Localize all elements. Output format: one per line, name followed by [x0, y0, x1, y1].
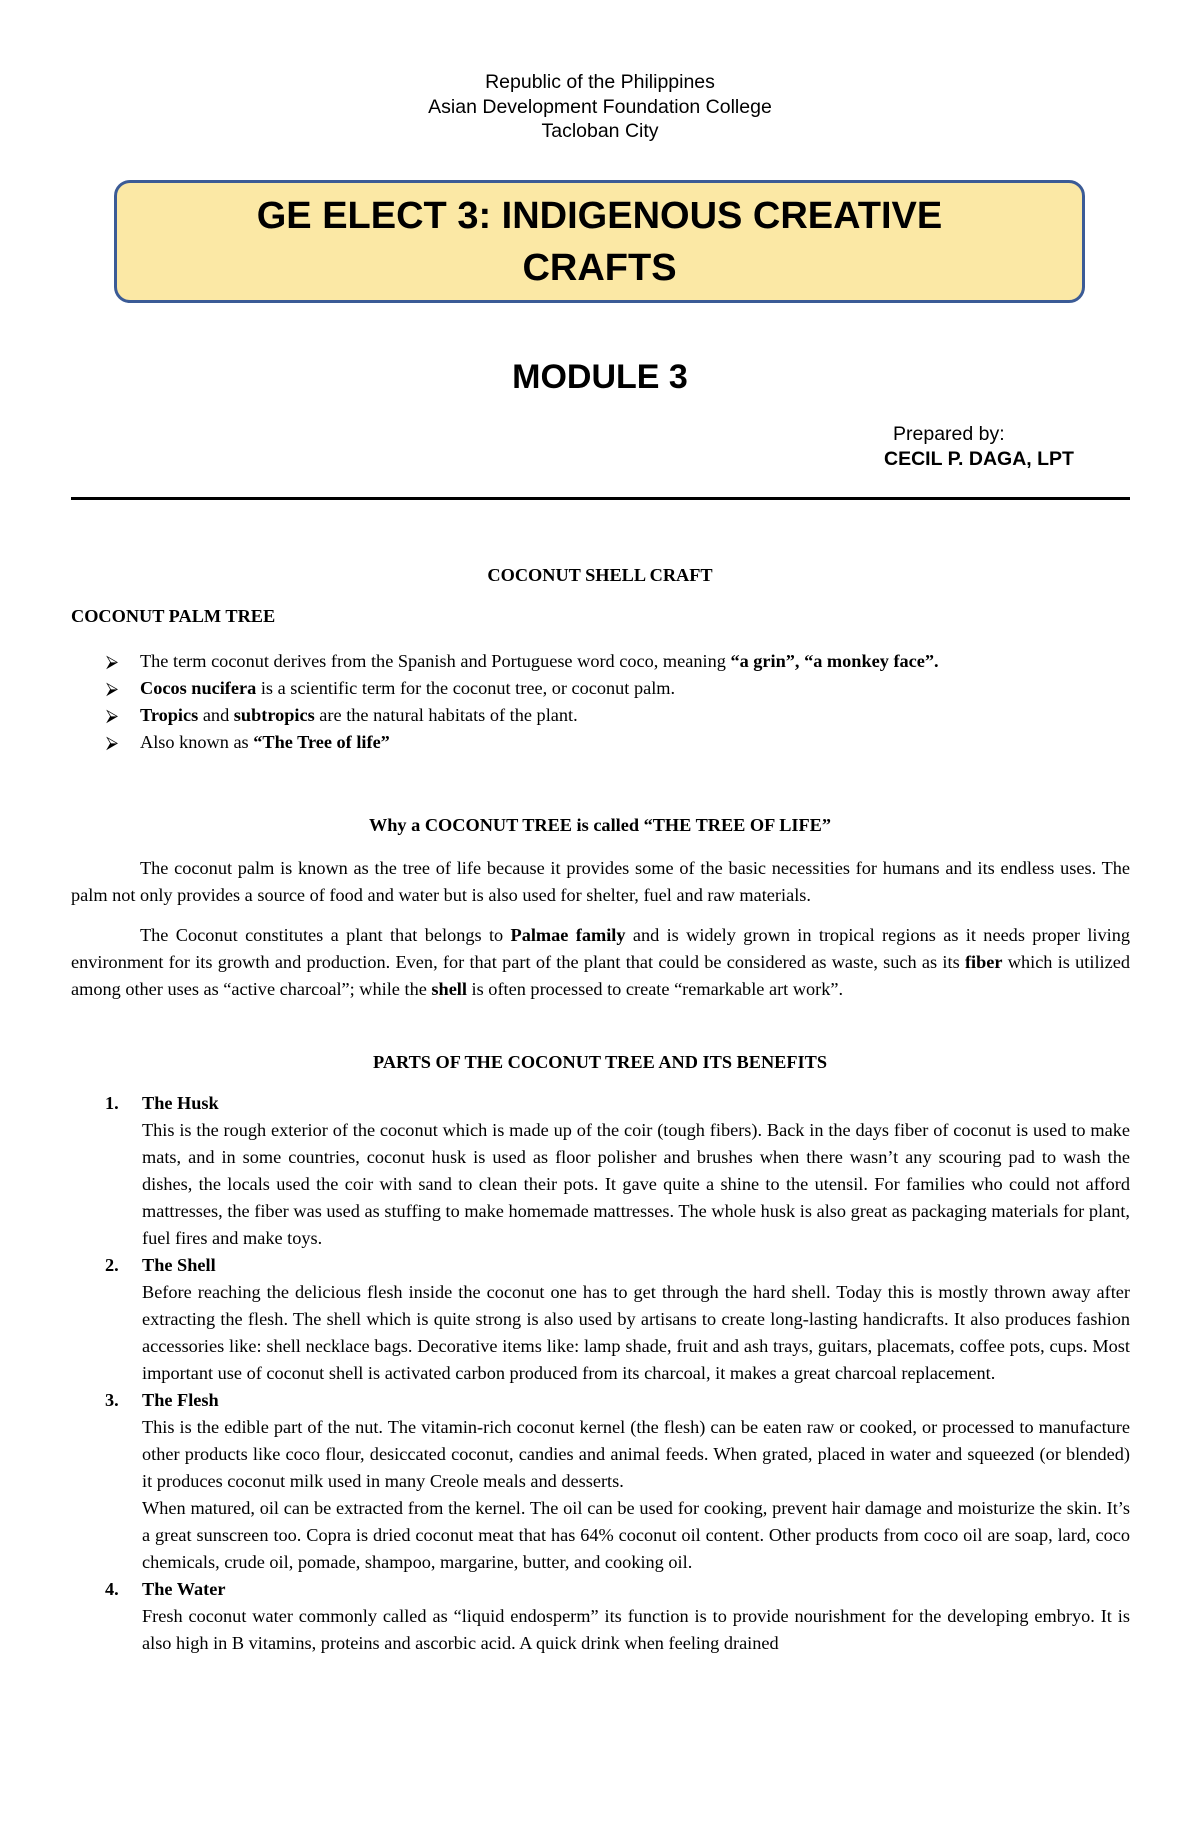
list-item: ⮚ Cocos nucifera is a scientific term for the coconut tree, or coconut palm.: [104, 675, 1134, 702]
part-text: Fresh coconut water commonly called as “liquid endosperm” its function is to provide nourishment for the developing embryo. It is also high in B vitamins, proteins and ascorbic acid. A quick drink when feeling drained: [142, 1606, 1130, 1653]
list-number: 3.: [105, 1390, 119, 1410]
part-text-continued: When matured, oil can be extracted from the kernel. The oil can be used for cooking, prevent hair damage and moisturize the skin. It’s a great sunscreen too. Copra is dried coconut meat that has 64% coconut oil content. Other products from coco oil are soap, lard, coco chemicals, crude oil, pomade, shampoo, margarine, butter, and cooking oil.: [142, 1498, 1130, 1572]
prepared-by-name: CECIL P. DAGA, LPT: [884, 448, 1074, 470]
list-item: [71, 1387, 1130, 1576]
arrow-bullet-icon: ⮚: [106, 733, 119, 752]
header-country: Republic of the Philippines: [485, 71, 715, 93]
list-item: [71, 1090, 1130, 1252]
list-number: 2.: [105, 1255, 119, 1275]
paragraph-palmae-family: The Coconut constitutes a plant that belongs to Palmae family and is widely grown in tropical regions as it needs proper living environment for its growth and production. Even, for that part of the plant that could be considered as waste, such as its fiber which is utilized among other uses as “active charcoal”; while the shell is often processed to create “remarkable art work”.: [71, 925, 1130, 999]
course-title: GE ELECT 3: INDIGENOUS CREATIVE CRAFTS: [256, 194, 943, 289]
institution-header: [0, 70, 1200, 144]
horizontal-rule: [71, 497, 1130, 500]
part-title: The Shell: [142, 1255, 216, 1275]
part-title: The Water: [142, 1579, 226, 1599]
part-title: The Husk: [142, 1093, 219, 1113]
prepared-by-label: Prepared by:: [893, 423, 1005, 445]
list-item: [71, 1576, 1130, 1657]
course-title-box: [114, 180, 1085, 303]
paragraph-tree-of-life: The coconut palm is known as the tree of life because it provides some of the basic necessities for humans and its endless uses. The palm not only provides a source of food and water but is also used for shelter, fuel and raw materials.: [71, 858, 1130, 905]
list-item: ⮚ Tropics and subtropics are the natural habitats of the plant.: [104, 702, 1134, 729]
arrow-bullet-icon: ⮚: [106, 706, 119, 725]
why-heading: Why a COCONUT TREE is called “THE TREE OF LIFE”: [368, 815, 832, 835]
list-item: ⮚ The term coconut derives from the Spanish and Portuguese word coco, meaning “a grin”, “a monkey face”.: [104, 648, 1134, 675]
subheading-coconut-palm-tree: COCONUT PALM TREE: [71, 606, 276, 626]
list-item: ⮚ Also known as “The Tree of life”: [104, 729, 1134, 756]
module-title: MODULE 3: [512, 358, 688, 396]
arrow-bullet-icon: ⮚: [106, 652, 119, 671]
header-city: Tacloban City: [541, 120, 659, 142]
arrow-bullet-icon: ⮚: [106, 679, 119, 698]
list-number: 1.: [105, 1093, 119, 1113]
part-text: Before reaching the delicious flesh inside the coconut one has to get through the hard shell. Today this is mostly thrown away after extracting the flesh. The shell which is quite strong is also used by artisans to create long-lasting handicrafts. It also produces fashion accessories like: shell necklace bags. Decorative items like: lamp shade, fruit and ash trays, guitars, placemats, coffee pots, cups. Most important use of coconut shell is activated carbon produced from its charcoal, it makes a great charcoal replacement.: [142, 1282, 1130, 1383]
part-text: This is the edible part of the nut. The vitamin-rich coconut kernel (the flesh) can be eaten raw or cooked, or processed to manufacture other products like coco flour, desiccated coconut, candies and animal feeds. When grated, placed in water and squeezed (or blended) it produces coconut milk used in many Creole meals and desserts.: [142, 1417, 1130, 1491]
header-college: Asian Development Foundation College: [428, 95, 772, 118]
part-text: This is the rough exterior of the coconut which is made up of the coir (tough fibers). Back in the days fiber of coconut is used to make mats, and in some countries, coconut husk is used as floor polisher and brushes when there wasn’t any scouring pad to wash the dishes, the locals used the coir with sand to clean their pots. It gave quite a shine to the utensil. For families who could not afford mattresses, the fiber was used as stuffing to make homemade mattresses. The whole husk is also great as packaging materials for plant, fuel fires and make toys.: [142, 1120, 1130, 1248]
list-number: 4.: [105, 1579, 119, 1599]
list-item: [71, 1252, 1130, 1387]
part-title: The Flesh: [142, 1390, 219, 1410]
parts-list: [71, 1090, 1130, 1657]
parts-heading: PARTS OF THE COCONUT TREE AND ITS BENEFITS: [373, 1052, 827, 1072]
section-title: COCONUT SHELL CRAFT: [487, 565, 713, 585]
bullet-list: [104, 648, 1134, 756]
